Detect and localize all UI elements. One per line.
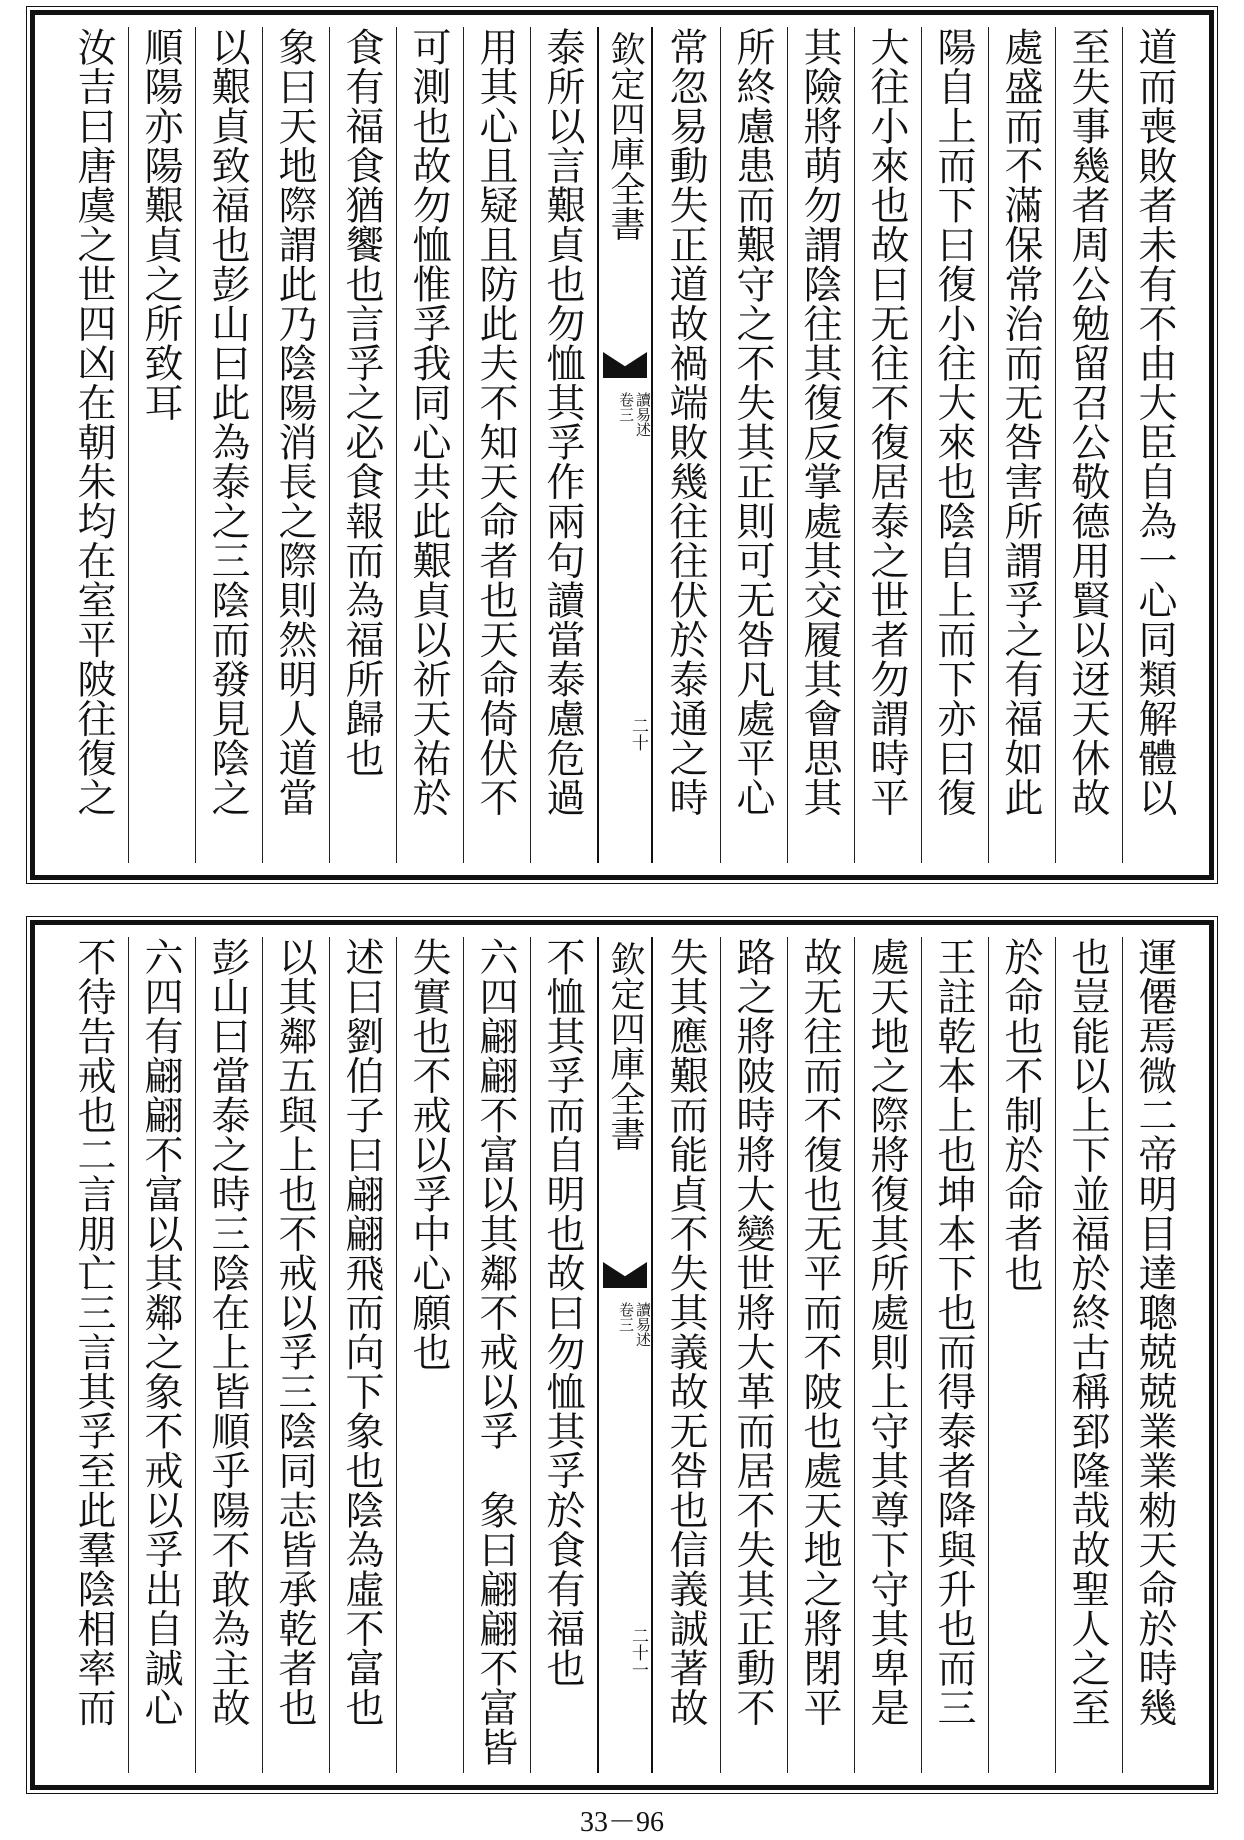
text-column: 汝吉曰唐虞之世四凶在朝朱均在室平陂往復之 (71, 27, 116, 817)
text-column: 以其鄰五與上也不戒以孚三陰同志皆承乾者也 (272, 937, 317, 1727)
column-rule (396, 937, 397, 1773)
text-column: 以艱貞致福也彭山曰此為泰之三陰而發見陰之 (205, 27, 250, 817)
page-center-strip (597, 937, 653, 1773)
text-column: 失其應艱而能貞不失其義故无咎也信義誠著故 (663, 937, 708, 1727)
page-center-strip (597, 27, 653, 863)
text-column: 失實也不戒以孚中心願也 (406, 937, 451, 1372)
text-column: 所終慮患而艱守之不失其正則可无咎凡處平心 (730, 27, 775, 817)
collection-header: 欽定四庫全書 (605, 941, 645, 1151)
column-rule (128, 27, 129, 863)
column-rule (1122, 937, 1123, 1773)
text-column: 處天地之際將復其所處則上守其尊下守其卑是 (864, 937, 909, 1727)
text-column: 處盛而不滿保常治而无咎害所謂孚之有福如此 (998, 27, 1043, 817)
text-column: 用其心且疑且防此夫不知天命者也天命倚伏不 (473, 27, 518, 817)
page-number: 33－96 (579, 1807, 664, 1838)
text-column: 也豈能以上下並福於終古稱郅隆哉故聖人之至 (1065, 937, 1110, 1727)
text-column: 至失事幾者周公勉留召公敬德用賢以迓天休故 (1065, 27, 1110, 817)
column-rule (262, 937, 263, 1773)
bottom-page-body (45, 937, 1199, 1773)
column-rule (1055, 937, 1056, 1773)
text-column: 道而喪敗者未有不由大臣自為一心同類解體以 (1132, 27, 1177, 817)
column-rule (787, 937, 788, 1773)
text-column: 路之將陂時將大變世將大革而居不失其正動不 (730, 937, 775, 1727)
fish-tail-mark-icon (603, 352, 647, 378)
top-page-body (45, 27, 1199, 863)
column-rule (329, 937, 330, 1773)
text-column: 順陽亦陽艱貞之所致耳 (138, 27, 183, 422)
text-column: 可測也故勿恤惟孚我同心共此艱貞以祈天祐於 (406, 27, 451, 817)
fish-tail-mark-icon (603, 1262, 647, 1288)
volume-label: 卷三 (617, 1302, 635, 1332)
text-column: 陽自上而下曰復小往大來也陰自上而下亦曰復 (931, 27, 976, 817)
bottom-page (30, 920, 1214, 1790)
column-rule (329, 27, 330, 863)
column-rule (988, 27, 989, 863)
book-title: 讀易述 (634, 392, 652, 437)
column-rule (396, 27, 397, 863)
book-title-volume (599, 1302, 651, 1422)
text-column: 不待告戒也二言朋亡三言其孚至此羣陰相率而 (71, 937, 116, 1727)
text-column: 泰所以言艱貞也勿恤其孚作兩句讀當泰慮危過 (540, 27, 585, 817)
text-column: 六四翩翩不富以其鄰不戒以孚 象曰翩翩不富皆 (473, 937, 518, 1767)
text-column: 其險將萌勿謂陰往其復反掌處其交履其會思其 (797, 27, 842, 817)
column-rule (1055, 27, 1056, 863)
text-column: 王註乾本上也坤本下也而得泰者降與升也而三 (931, 937, 976, 1727)
text-column: 六四有翩翩不富以其鄰之象不戒以孚出自誠心 (138, 937, 183, 1727)
text-column: 食有福食猶饗也言孚之必食報而為福所歸也 (339, 27, 384, 778)
column-rule (463, 937, 464, 1773)
top-page (30, 10, 1214, 880)
column-rule (195, 937, 196, 1773)
column-rule (787, 27, 788, 863)
text-column: 述曰劉伯子曰翩翩飛而向下象也陰為虛不富也 (339, 937, 384, 1727)
column-rule (854, 937, 855, 1773)
text-column: 常忽易動失正道故禍端敗幾往往伏於泰通之時 (663, 27, 708, 817)
text-column: 運僊焉微二帝明目達聰兢兢業業勑天命於時幾 (1132, 937, 1177, 1727)
book-title-volume (599, 392, 651, 512)
column-rule (195, 27, 196, 863)
column-rule (720, 27, 721, 863)
text-column: 於命也不制於命者也 (998, 937, 1043, 1293)
collection-header: 欽定四庫全書 (605, 31, 645, 241)
text-column: 彭山曰當泰之時三陰在上皆順乎陽不敢為主故 (205, 937, 250, 1727)
column-rule (720, 937, 721, 1773)
column-rule (854, 27, 855, 863)
book-title: 讀易述 (634, 1302, 652, 1347)
folio-number: 二十一 (628, 1627, 648, 1678)
column-rule (463, 27, 464, 863)
column-rule (530, 937, 531, 1773)
volume-label: 卷三 (617, 392, 635, 422)
column-rule (128, 937, 129, 1773)
column-rule (921, 937, 922, 1773)
text-column: 象曰天地際謂此乃陰陽消長之際則然明人道當 (272, 27, 317, 817)
column-rule (921, 27, 922, 863)
column-rule (262, 27, 263, 863)
folio-number: 二十 (628, 717, 648, 751)
text-column: 不恤其孚而自明也故曰勿恤其孚於食有福也 (540, 937, 585, 1688)
text-column: 故无往而不復也无平而不陂也處天地之將閉平 (797, 937, 842, 1727)
column-rule (530, 27, 531, 863)
column-rule (1122, 27, 1123, 863)
column-rule (988, 937, 989, 1773)
text-column: 大往小來也故曰无往不復居泰之世者勿謂時平 (864, 27, 909, 817)
